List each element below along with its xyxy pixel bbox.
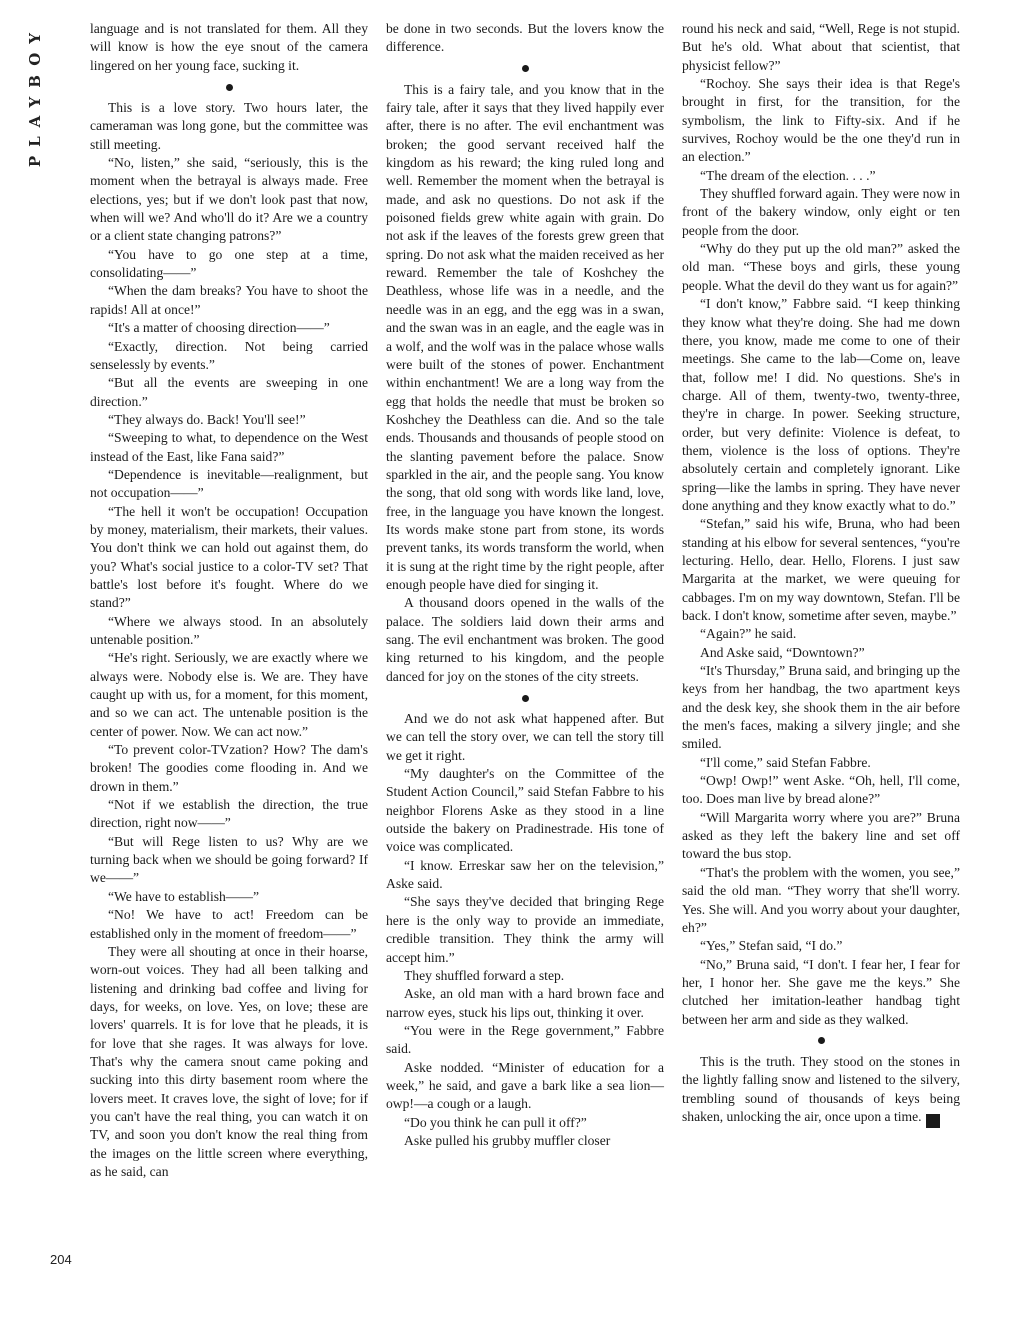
body-paragraph bbox=[682, 772, 960, 809]
body-paragraph bbox=[682, 956, 960, 1029]
body-paragraph bbox=[386, 765, 664, 857]
body-paragraph bbox=[90, 338, 368, 375]
body-paragraph bbox=[90, 741, 368, 796]
body-paragraph bbox=[90, 246, 368, 283]
section-separator bbox=[90, 75, 368, 99]
body-paragraph bbox=[90, 649, 368, 741]
page-number: 204 bbox=[50, 1252, 72, 1267]
body-paragraph bbox=[386, 893, 664, 966]
bullet-dot-icon bbox=[226, 84, 233, 91]
paragraph-text: be done in two seconds. But the lovers know the difference. bbox=[386, 21, 664, 55]
body-paragraph bbox=[682, 167, 960, 185]
body-paragraph bbox=[386, 1059, 664, 1114]
section-separator bbox=[386, 686, 664, 710]
paragraph-text: Aske nodded. “Minister of education for a week,” he said, and gave a bark like a sea lion—owp!—a cough or a laugh. bbox=[386, 1059, 664, 1112]
paragraph-text: “It's a matter of choosing direction——” bbox=[108, 320, 330, 336]
paragraph-text: “My daughter's on the Committee of the Student Action Council,” said Stefan Fabbre to his neighbor Florens Aske as they stood in a line outside the bakery on Pradinestrade. His tone of voice was complicated. bbox=[386, 766, 664, 855]
body-paragraph bbox=[90, 99, 368, 154]
body-paragraph bbox=[90, 429, 368, 466]
body-paragraph bbox=[682, 754, 960, 772]
paragraph-text: “No,” Bruna said, “I don't. I fear her, I fear for her, I honor her. She gave me the keys.” She clutched her imitation-leather handbag tight between her arm and side as they walked. bbox=[682, 956, 960, 1027]
paragraph-text: “Do you think he can pull it off?” bbox=[404, 1114, 587, 1130]
body-paragraph bbox=[386, 594, 664, 686]
bullet-dot-icon bbox=[818, 1037, 825, 1044]
paragraph-text: They were all shouting at once in their hoarse, worn-out voices. They had all been talking and listening and drinking bad coffee and living for days, for weeks, on love. Yes, on love; these are lovers' quarrels. It is for love that he pleads, it is for love that she rages. It was always for love. That's why the camera snout came poking and sucking into this dirty basement room where the lovers meet. It craves love, the sight of love; for if you can't have the real thing, you can watch it on TV, and soon you don't know the real thing from the images on the little screen where everything, as he said, can bbox=[90, 943, 368, 1179]
paragraph-text: “Not if we establish the direction, the true direction, right now——” bbox=[90, 797, 368, 831]
paragraph-text: Aske, an old man with a hard brown face and narrow eyes, stuck his lips out, thinking it over. bbox=[386, 986, 664, 1020]
body-paragraph bbox=[90, 20, 368, 75]
body-paragraph bbox=[90, 906, 368, 943]
paragraph-text: They shuffled forward a step. bbox=[404, 967, 565, 983]
paragraph-text: And we do not ask what happened after. But we can tell the story over, we can tell the story till we get it right. bbox=[386, 711, 664, 763]
body-paragraph bbox=[682, 295, 960, 515]
paragraph-text: “But all the events are sweeping in one direction.” bbox=[90, 375, 368, 409]
body-paragraph bbox=[682, 20, 960, 75]
body-paragraph bbox=[682, 864, 960, 937]
paragraph-text: “They always do. Back! You'll see!” bbox=[108, 411, 306, 427]
paragraph-text: They shuffled forward again. They were now in front of the bakery window, only eight or ten people from the door. bbox=[682, 186, 960, 238]
paragraph-text: This is a fairy tale, and you know that in the fairy tale, after it says that they lived happily ever after, there is no after. The evil enchantment was broken; the good servant received half the kingdom as his reward; the king ruled long and well. Remember the moment when the betrayal is made, and ask no questions. Do not ask if the poisoned fields grew white again with grain. Do not ask if the leaves of the forests grew green that spring. Do not ask what the maiden received as her reward. Remember the tale of Koshchey the Deathless, whose life was in a needle, and the needle was in an egg, and the egg was in a swan, and the swan was in an eagle, and the eagle was in a wolf, and the wolf was in the palace whose walls were built of the stones of power. Enchantment within enchantment! We are a long way from the egg that holds the needle that must be broken so Koshchey the Deathless can die. And so the tale ends. Thousands and thousands of people stood on the slanting pavement before the palace. Snow sparkled in the air, and the people sang. You know the song, that old song with words like land, love, free, in the language you have known the longest. Its words make stone part from stone, its words prevent tanks, its words transform the world, when it is sung at the right time by the right people, after enough people have died for singing it. bbox=[386, 81, 664, 592]
paragraph-text: This is a love story. Two hours later, the cameraman was long gone, but the committee was still meeting. bbox=[90, 100, 368, 152]
magazine-masthead: PLAYBOY bbox=[26, 24, 44, 168]
body-paragraph bbox=[386, 1114, 664, 1132]
paragraph-text: “Why do they put up the old man?” asked the old man. “These boys and girls, these young people. What the devil do they want us for again?” bbox=[682, 241, 960, 293]
body-paragraph bbox=[386, 710, 664, 765]
section-separator bbox=[386, 57, 664, 81]
paragraph-text: “When the dam breaks? You have to shoot the rapids! All at once!” bbox=[90, 283, 368, 317]
body-paragraph bbox=[682, 937, 960, 955]
body-paragraph bbox=[386, 967, 664, 985]
body-paragraph bbox=[682, 1053, 960, 1128]
body-paragraph bbox=[682, 185, 960, 240]
paragraph-text: language and is not translated for them. All they will know is how the eye snout of the camera lingered on her young face, sucking it. bbox=[90, 21, 368, 73]
body-paragraph bbox=[682, 625, 960, 643]
paragraph-text: “You were in the Rege government,” Fabbre said. bbox=[386, 1022, 664, 1057]
body-paragraph bbox=[90, 154, 368, 246]
paragraph-text: A thousand doors opened in the walls of the palace. The soldiers laid down their arms and sang. The evil enchantment was broken. The good king returned to his kingdom, and the people danced for joy on the stones of the city streets. bbox=[386, 595, 664, 684]
paragraph-text: “Yes,” Stefan said, “I do.” bbox=[700, 938, 843, 954]
body-paragraph bbox=[90, 943, 368, 1181]
paragraph-text: And Aske said, “Downtown?” bbox=[700, 644, 865, 660]
paragraph-text: “Again?” he said. bbox=[700, 626, 797, 642]
body-paragraph bbox=[90, 833, 368, 888]
body-paragraph bbox=[386, 857, 664, 894]
paragraph-text: “Dependence is inevitable—realignment, but not occupation——” bbox=[90, 466, 368, 501]
body-paragraph bbox=[682, 644, 960, 662]
paragraph-text: This is the truth. They stood on the stones in the lightly falling snow and listened to the silvery, trembling sound of thousands of keys being shaken, unlocking the air, once upon a time. bbox=[682, 1053, 960, 1124]
paragraph-text: “No, listen,” she said, “seriously, this is the moment when the betrayal is always made. Free elections, yes; but if we don't look past that now, when will we? And who'll do it? Are we a country or a client state changing patrons?” bbox=[90, 155, 368, 244]
body-paragraph bbox=[90, 282, 368, 319]
body-paragraph bbox=[682, 809, 960, 864]
body-paragraph bbox=[682, 662, 960, 754]
paragraph-text: “Exactly, direction. Not being carried senselessly by events.” bbox=[90, 338, 368, 372]
paragraph-text: “Stefan,” said his wife, Bruna, who had been standing at his elbow for several sentences, “you're lecturing. Hello, dear. Hello, Florens. I just saw Margarita at the market, we were queuing for cabbages. I'm on my way downtown, Stefan. I'll be back. I don't know, sometime after seven, maybe.” bbox=[682, 516, 961, 623]
paragraph-text: “I don't know,” Fabbre said. “I keep thinking they know what they're doing. She had me down there, you know, made me come to one of their meetings. She came to the lab—Come on, leave that, follow me! I did. No questions. She's in charge. All of them, twenty-two, twenty-three, they're in charge. In power. Seeking structure, order, but very definite: Violence is defeat, to them, violence is the loss of options. They're absolutely certain and completely ignorant. Like spring—like the lambs in spring. They have never done anything and they know exactly what to do.” bbox=[682, 296, 960, 513]
body-paragraph bbox=[90, 613, 368, 650]
paragraph-text: “Rochoy. She says their idea is that Rege's brought in first, for the transition, for the symbolism, the link to Fifty-six. And if he survives, Rochoy would be the one they'd run in an election.” bbox=[682, 76, 960, 165]
paragraph-text: “We have to establish——” bbox=[108, 888, 260, 904]
text-column-1 bbox=[90, 20, 368, 1181]
paragraph-text: “It's Thursday,” Bruna said, and bringing up the keys from her handbag, the two apartment keys and the desk key, she shook them in the air before the men's faces, making a silvery jingle; and she smiled. bbox=[682, 663, 960, 752]
paragraph-text: “To prevent color-TVzation? How? The dam's broken! The goodies come flooding in. And we drown in them.” bbox=[90, 742, 368, 794]
body-paragraph bbox=[386, 985, 664, 1022]
paragraph-text: “I'll come,” said Stefan Fabbre. bbox=[700, 754, 871, 770]
bullet-dot-icon bbox=[522, 65, 529, 72]
paragraph-text: “No! We have to act! Freedom can be established only in the moment of freedom——” bbox=[90, 907, 368, 941]
body-paragraph bbox=[90, 796, 368, 833]
paragraph-text: “The hell it won't be occupation! Occupation by money, materialism, their markets, their values. You don't think we can hold out against them, do you? What's social justice to a color-TV set? That battle's lost before it's fought. Where do we stand?” bbox=[90, 503, 368, 611]
paragraph-text: Aske pulled his grubby muffler closer bbox=[404, 1132, 611, 1148]
paragraph-text: “The dream of the election. . . .” bbox=[700, 167, 876, 183]
paragraph-text: “He's right. Seriously, we are exactly where we always were. Nobody else is. We are. They have caught up with us, for a moment, for this moment, and so we can act. The untenable position is the center of power. Now. We can act now.” bbox=[90, 650, 368, 739]
paragraph-text: “I know. Erreskar saw her on the television,” Aske said. bbox=[386, 857, 664, 892]
text-column-3 bbox=[682, 20, 960, 1128]
paragraph-text: “That's the problem with the women, you see,” said the old man. “They worry that she'll worry. Yes. She will. And you worry about your daughter, eh?” bbox=[682, 864, 960, 935]
text-column-2 bbox=[386, 20, 664, 1150]
paragraph-text: “Sweeping to what, to dependence on the West instead of the East, like Fana said?” bbox=[90, 430, 368, 464]
body-paragraph bbox=[90, 319, 368, 337]
body-paragraph bbox=[90, 374, 368, 411]
paragraph-text: “You have to go one step at a time, consolidating——” bbox=[90, 246, 368, 281]
body-paragraph bbox=[90, 466, 368, 503]
paragraph-text: “But will Rege listen to us? Why are we turning back when we should be going forward? If we——” bbox=[90, 833, 368, 886]
body-paragraph bbox=[682, 240, 960, 295]
paragraph-text: “Where we always stood. In an absolutely untenable position.” bbox=[90, 613, 368, 647]
body-paragraph bbox=[682, 515, 960, 625]
body-paragraph bbox=[90, 411, 368, 429]
body-paragraph bbox=[90, 888, 368, 906]
body-paragraph bbox=[386, 1022, 664, 1059]
paragraph-text: “She says they've decided that bringing Rege here is the only way to provide an immediate, credible transition. They think the army will accept him.” bbox=[386, 894, 664, 965]
body-paragraph bbox=[386, 81, 664, 595]
bullet-dot-icon bbox=[522, 695, 529, 702]
body-paragraph bbox=[386, 20, 664, 57]
paragraph-text: “Owp! Owp!” went Aske. “Oh, hell, I'll come, too. Does man live by bread alone?” bbox=[682, 773, 960, 807]
paragraph-text: round his neck and said, “Well, Rege is not stupid. But he's old. What about that scientist, that physicist fellow?” bbox=[682, 21, 960, 73]
paragraph-text: “Will Margarita worry where you are?” Bruna asked as they left the bakery line and set off toward the bus stop. bbox=[682, 809, 960, 862]
section-separator bbox=[682, 1029, 960, 1053]
body-paragraph bbox=[90, 503, 368, 613]
playboy-rabbit-icon: ❦ bbox=[926, 1114, 940, 1128]
body-paragraph bbox=[386, 1132, 664, 1150]
body-paragraph bbox=[682, 75, 960, 167]
